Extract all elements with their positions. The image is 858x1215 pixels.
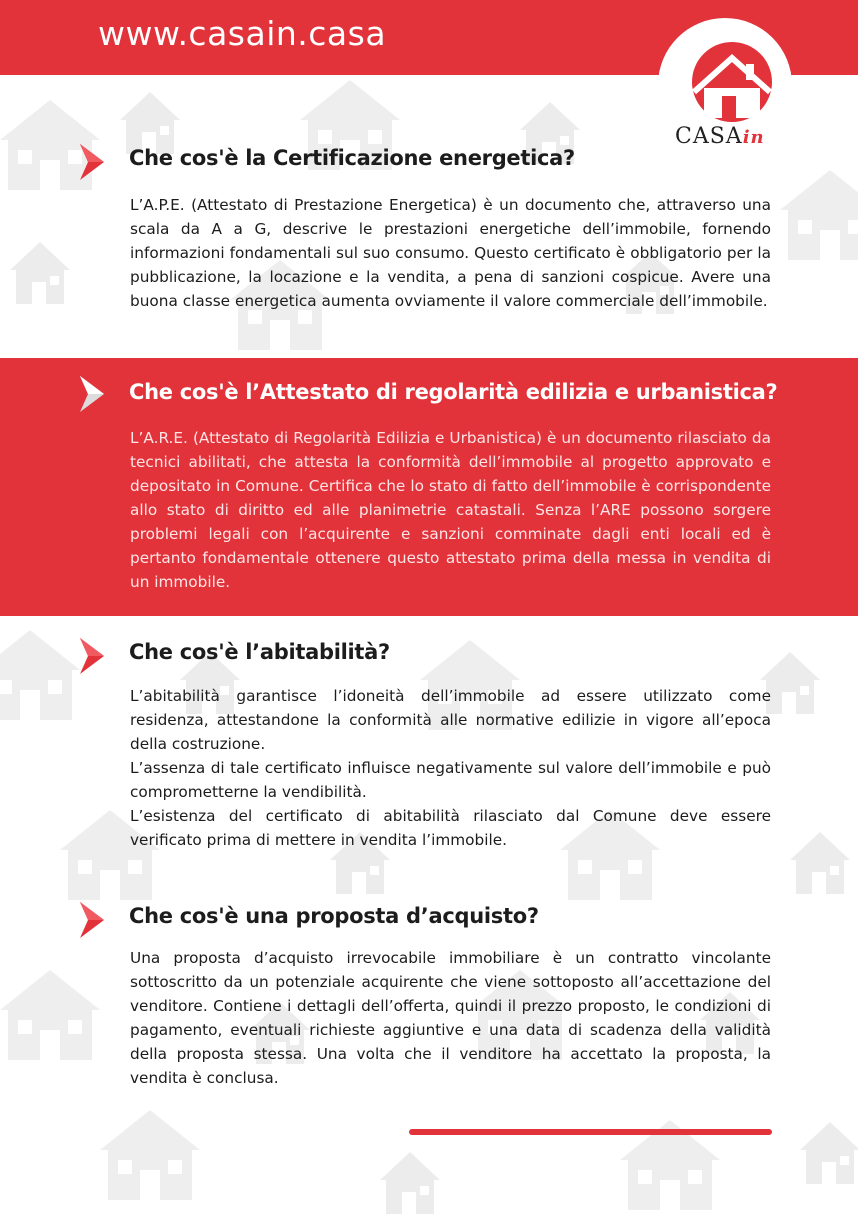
section-body: L’assenza di tale certificato influisce negativamente sul valore dell’immobile e può comprometterne la vendibilità. [130,759,771,801]
section-title: Che cos'è una proposta d’acquisto? [129,904,539,928]
section-body: L’esistenza del certificato di abitabilità rilasciato dal Comune deve essere verificato prima di mettere in vendita l’immobile. [130,807,771,849]
section-title: Che cos'è la Certificazione energetica? [129,146,575,170]
arrow-red-icon [76,900,106,940]
site-url[interactable]: www.casain.casa [98,14,387,53]
arrow-red-icon [76,636,106,676]
section-title: Che cos'è l’Attestato di regolarità edilizia e urbanistica? [129,380,778,404]
section-title: Che cos'è l’abitabilità? [129,640,390,664]
logo-text [675,124,765,149]
arrow-red-icon [76,142,106,182]
section-body: L’abitabilità garantisce l’idoneità dell’immobile ad essere utilizzato come residenza, attestandone la conformità alle normative edilizie in vigore all’epoca della costruzione. [130,687,771,753]
logo[interactable] [658,18,792,152]
arrow-white-icon [76,374,106,414]
footer-divider [409,1129,772,1135]
logo-casa: CASA [675,124,743,149]
section-body: L’A.R.E. (Attestato di Regolarità Edilizia e Urbanistica) è un documento rilasciato da tecnici abilitati, che attesta la conformità dell’immobile al progetto approvato e depositato in Comune. Certifica che lo stato di fatto dell’immobile è corrispondente allo stato di diritto ed alle planimetrie catastali. Senza l’ARE possono sorgere problemi legali con l’acquirente e sanzioni comminate dagli enti locali ed è pertanto fondamentale ottenere questo attestato prima della messa in vendita di un immobile. [130,429,771,591]
section-body: L’A.P.E. (Attestato di Prestazione Energetica) è un documento che, attraverso una scala da A a G, descrive le prestazioni energetiche dell’immobile, fornendo informazioni fondamentali sul suo consumo. Questo certificato è obbligatorio per la pubblicazione, la locazione e la vendita, a pena di sanzioni cospicue. Avere una buona classe energetica aumenta ovviamente il valore commerciale dell’immobile. [130,196,771,310]
logo-in: in [742,127,765,148]
section-body: Una proposta d’acquisto irrevocabile immobiliare è un contratto vincolante sottoscritto da un potenziale acquirente che viene sottoposto all’accettazione del venditore. Contiene i dettagli dell’offerta, quindi il prezzo proposto, le condizioni di pagamento, eventuali richieste aggiuntive e una data di scadenza della validità della proposta stessa. Una volta che il venditore ha accettato la proposta, la vendita è conclusa. [130,949,771,1087]
